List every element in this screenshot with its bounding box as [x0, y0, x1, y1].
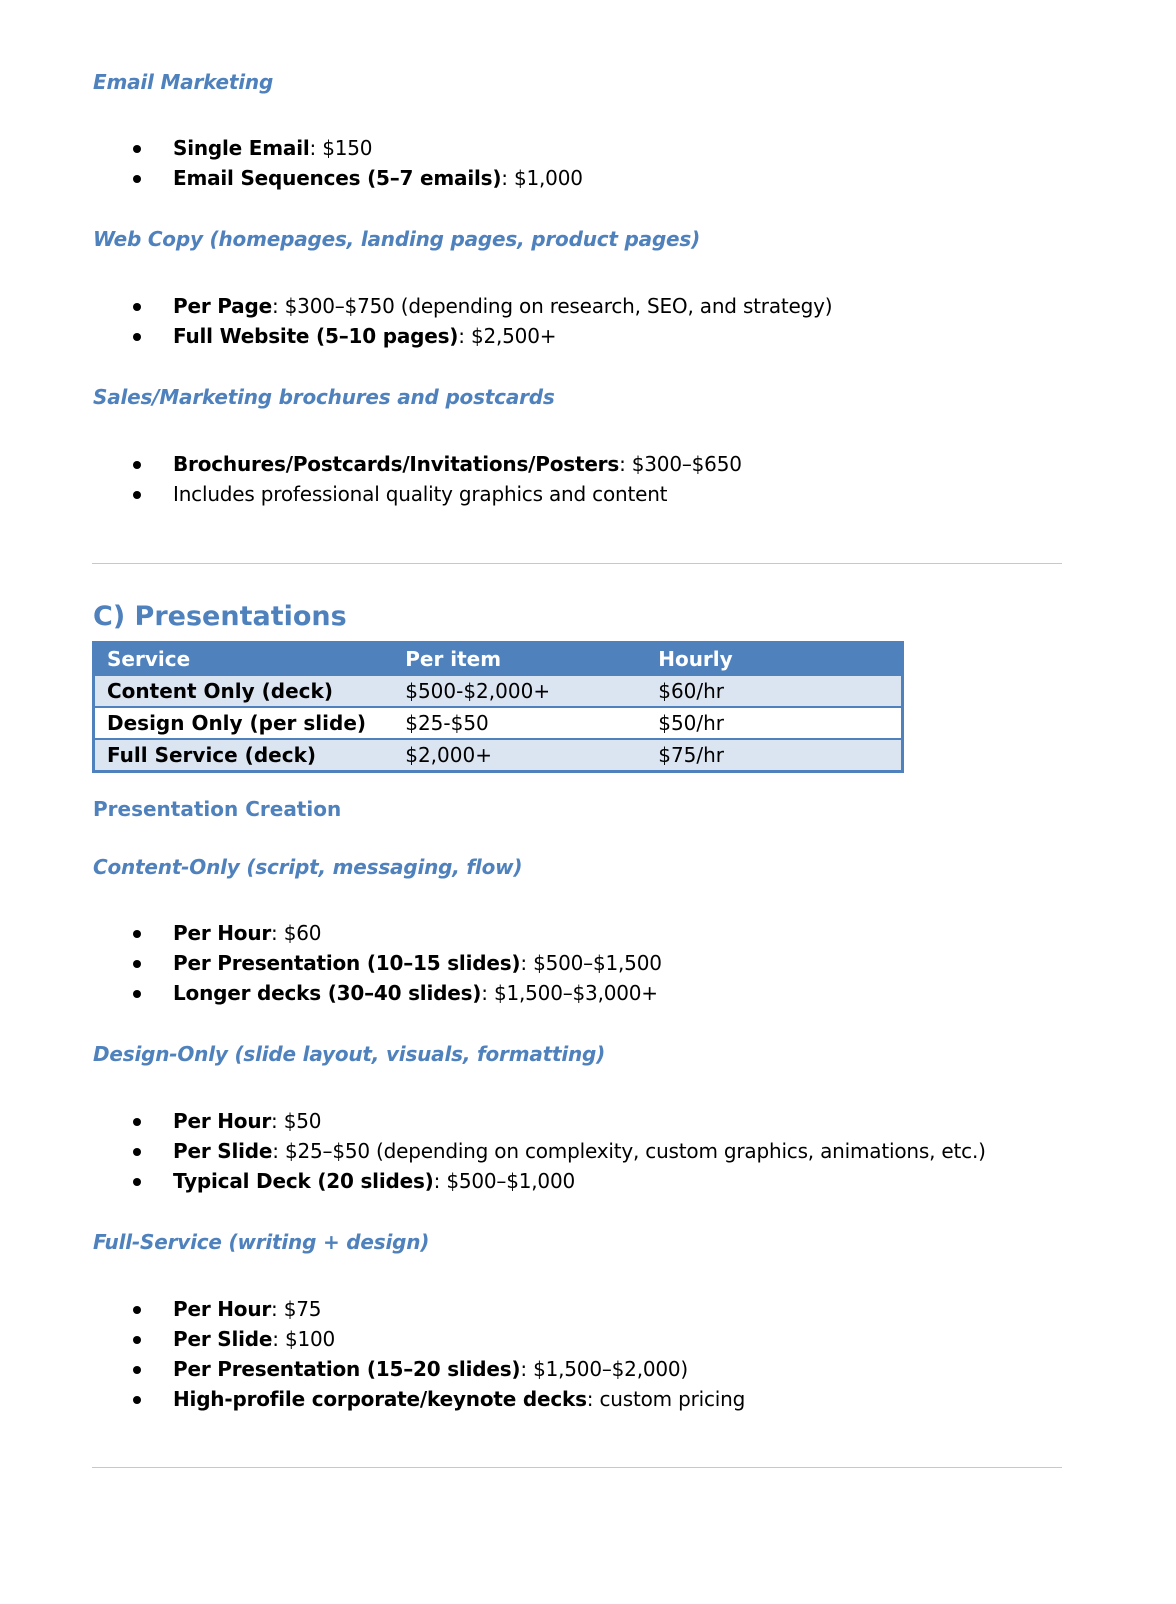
list-item [0, 449, 742, 479]
item-label: Per Slide [173, 1139, 273, 1163]
table-cell: $500-$2,000+ [393, 675, 646, 707]
bullet-icon [133, 175, 141, 183]
bullet-icon [133, 990, 141, 998]
column-header: Service [94, 643, 394, 676]
item-value: : $300–$650 [619, 452, 742, 476]
item-value: : $1,500–$3,000+ [481, 981, 658, 1005]
table-cell: $75/hr [646, 739, 902, 772]
column-header: Hourly [646, 643, 902, 676]
item-label: Per Page [173, 294, 272, 318]
item-value: : $60 [271, 921, 322, 945]
item-value: : $300–$750 (depending on research, SEO, and strategy) [271, 294, 833, 318]
list-item [0, 321, 832, 351]
table-cell: $60/hr [646, 675, 902, 707]
table-cell: Full Service (deck) [94, 739, 394, 772]
sales-marketing-list [0, 449, 742, 509]
design-only-heading: Design-Only (slide layout, visuals, formatting) [93, 1042, 606, 1066]
bullet-icon [133, 1336, 141, 1344]
list-item [0, 918, 662, 948]
table-cell: $2,000+ [393, 739, 646, 772]
web-copy-list [0, 291, 832, 351]
table-row [94, 675, 903, 707]
list-item [0, 291, 832, 321]
item-value: : $25–$50 (depending on complexity, custom graphics, animations, etc.) [272, 1139, 986, 1163]
item-label: Longer decks (30–40 slides) [173, 981, 482, 1005]
item-label: Single Email [173, 136, 310, 160]
list-item [0, 978, 662, 1008]
item-value: : $50 [271, 1109, 322, 1133]
table-cell: Design Only (per slide) [94, 707, 394, 739]
item-value: Includes professional quality graphics and content [173, 482, 668, 506]
table-cell: $25-$50 [393, 707, 646, 739]
bullet-icon [133, 1178, 141, 1186]
table-cell: $50/hr [646, 707, 902, 739]
item-label: Per Presentation (15–20 slides) [173, 1357, 521, 1381]
item-value: : $100 [272, 1327, 336, 1351]
list-item [0, 1384, 745, 1414]
list-item [0, 133, 583, 163]
bullet-icon [133, 1148, 141, 1156]
bullet-icon [133, 960, 141, 968]
bullet-icon [133, 461, 141, 469]
full-service-list [0, 1294, 745, 1414]
design-only-list [0, 1106, 986, 1196]
bullet-icon [133, 303, 141, 311]
list-item [0, 948, 662, 978]
table-row [94, 739, 903, 772]
item-label: Full Website (5–10 pages) [173, 324, 459, 348]
content-only-heading: Content-Only (script, messaging, flow) [93, 855, 523, 879]
section-divider [92, 1467, 1062, 1468]
item-value: : $500–$1,000 [433, 1169, 575, 1193]
bullet-icon [133, 491, 141, 499]
item-label: High-profile corporate/keynote decks [173, 1387, 587, 1411]
list-item [0, 1294, 745, 1324]
list-item [0, 1354, 745, 1384]
item-label: Typical Deck (20 slides) [173, 1169, 434, 1193]
list-item [0, 1106, 986, 1136]
list-item [0, 1166, 986, 1196]
email-marketing-heading: Email Marketing [93, 70, 274, 94]
list-item [0, 1324, 745, 1354]
item-label: Per Hour [173, 1297, 272, 1321]
list-item [0, 1136, 986, 1166]
content-only-list [0, 918, 662, 1008]
item-label: Per Hour [173, 1109, 272, 1133]
bullet-icon [133, 1306, 141, 1314]
web-copy-heading: Web Copy (homepages, landing pages, product pages) [93, 227, 701, 251]
pricing-table [92, 641, 904, 773]
item-value: : $2,500+ [458, 324, 557, 348]
table-header-row [94, 643, 903, 676]
section-divider [92, 563, 1062, 564]
email-marketing-list [0, 133, 583, 193]
bullet-icon [133, 145, 141, 153]
table-cell: Content Only (deck) [94, 675, 394, 707]
column-header: Per item [393, 643, 646, 676]
presentation-creation-heading: Presentation Creation [93, 797, 342, 821]
item-value: : $1,500–$2,000) [520, 1357, 689, 1381]
sales-marketing-heading: Sales/Marketing brochures and postcards [93, 385, 555, 409]
bullet-icon [133, 333, 141, 341]
bullet-icon [133, 1118, 141, 1126]
item-label: Per Hour [173, 921, 272, 945]
item-label: Email Sequences (5–7 emails) [173, 166, 502, 190]
item-value: : custom pricing [586, 1387, 746, 1411]
item-value: : $1,000 [501, 166, 583, 190]
item-label: Per Slide [173, 1327, 273, 1351]
bullet-icon [133, 930, 141, 938]
table-row [94, 707, 903, 739]
list-item [0, 479, 742, 509]
bullet-icon [133, 1396, 141, 1404]
item-label: Per Presentation (10–15 slides) [173, 951, 521, 975]
item-value: : $500–$1,500 [520, 951, 662, 975]
bullet-icon [133, 1366, 141, 1374]
item-label: Brochures/Postcards/Invitations/Posters [173, 452, 620, 476]
item-value: : $150 [309, 136, 373, 160]
presentations-title: C) Presentations [93, 601, 347, 632]
full-service-heading: Full-Service (writing + design) [93, 1230, 430, 1254]
item-value: : $75 [271, 1297, 322, 1321]
list-item [0, 163, 583, 193]
